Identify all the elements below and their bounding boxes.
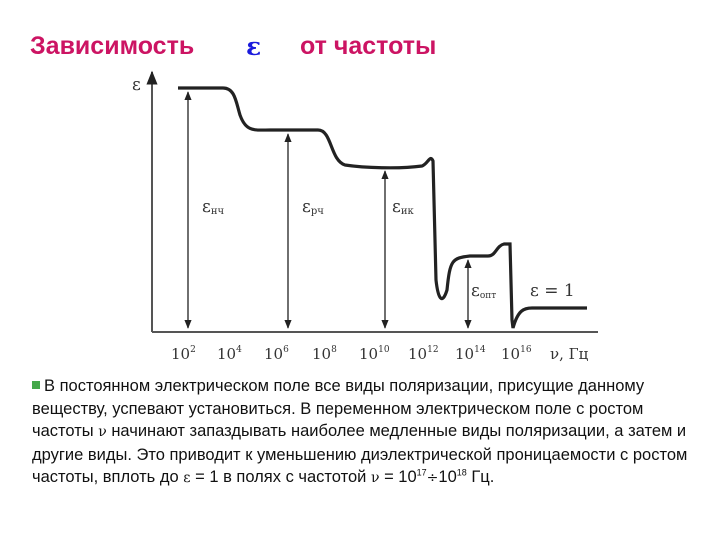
title-text-end: от частоты (300, 32, 437, 60)
y-axis-label: ε (132, 75, 141, 95)
description-text (32, 375, 692, 490)
level-label-optical: εопт (471, 281, 497, 301)
text-part: 10 (438, 468, 457, 487)
nu-symbol: ν (98, 424, 107, 441)
tick-label: $10^{10}$ (359, 345, 390, 363)
text-part: = 10 (379, 468, 417, 487)
level-label-radio-freq: εрч (302, 197, 324, 217)
exponent: 17 (416, 467, 427, 478)
level-label-low-freq: εнч (202, 197, 225, 217)
text-part: начинают запаздывать наиболее медленные виды поляризации, а затем и другие виды. Это приводит к уменьшению диэлектрической проницаемости с ростом частоты, вплоть до (32, 422, 688, 487)
tick-label: $10^{16}$ (501, 345, 532, 363)
tick-label: $10^2$ (171, 345, 196, 363)
final-level-label: ε = 1 (530, 281, 575, 301)
title-epsilon-symbol: ε (246, 32, 262, 61)
permittivity-frequency-diagram (132, 70, 600, 370)
bullet-icon (32, 381, 40, 389)
tick-label: $10^{12}$ (408, 345, 439, 363)
title-text-start: Зависимость (30, 32, 195, 60)
exponent: 18 (456, 467, 467, 478)
text-part: = 1 в полях с частотой (190, 468, 371, 487)
division-symbol: ÷ (426, 470, 439, 487)
level-label-infrared: εик (392, 197, 414, 217)
permittivity-curve (178, 88, 587, 328)
tick-label: $10^{14}$ (455, 345, 486, 363)
text-part: В постоянном электрическом поле все виды поляризации, присущие данному веществу, успевают установиться. В переменном электрическом поле с ростом частоты (32, 377, 645, 441)
epsilon-symbol: ε (183, 470, 191, 487)
nu-symbol: ν (370, 470, 380, 487)
text-part: Гц. (466, 468, 495, 487)
tick-label: $10^6$ (264, 345, 289, 363)
tick-label: $10^4$ (217, 345, 242, 363)
x-axis-label: ν, Гц (550, 345, 589, 363)
tick-label: $10^8$ (312, 345, 337, 363)
